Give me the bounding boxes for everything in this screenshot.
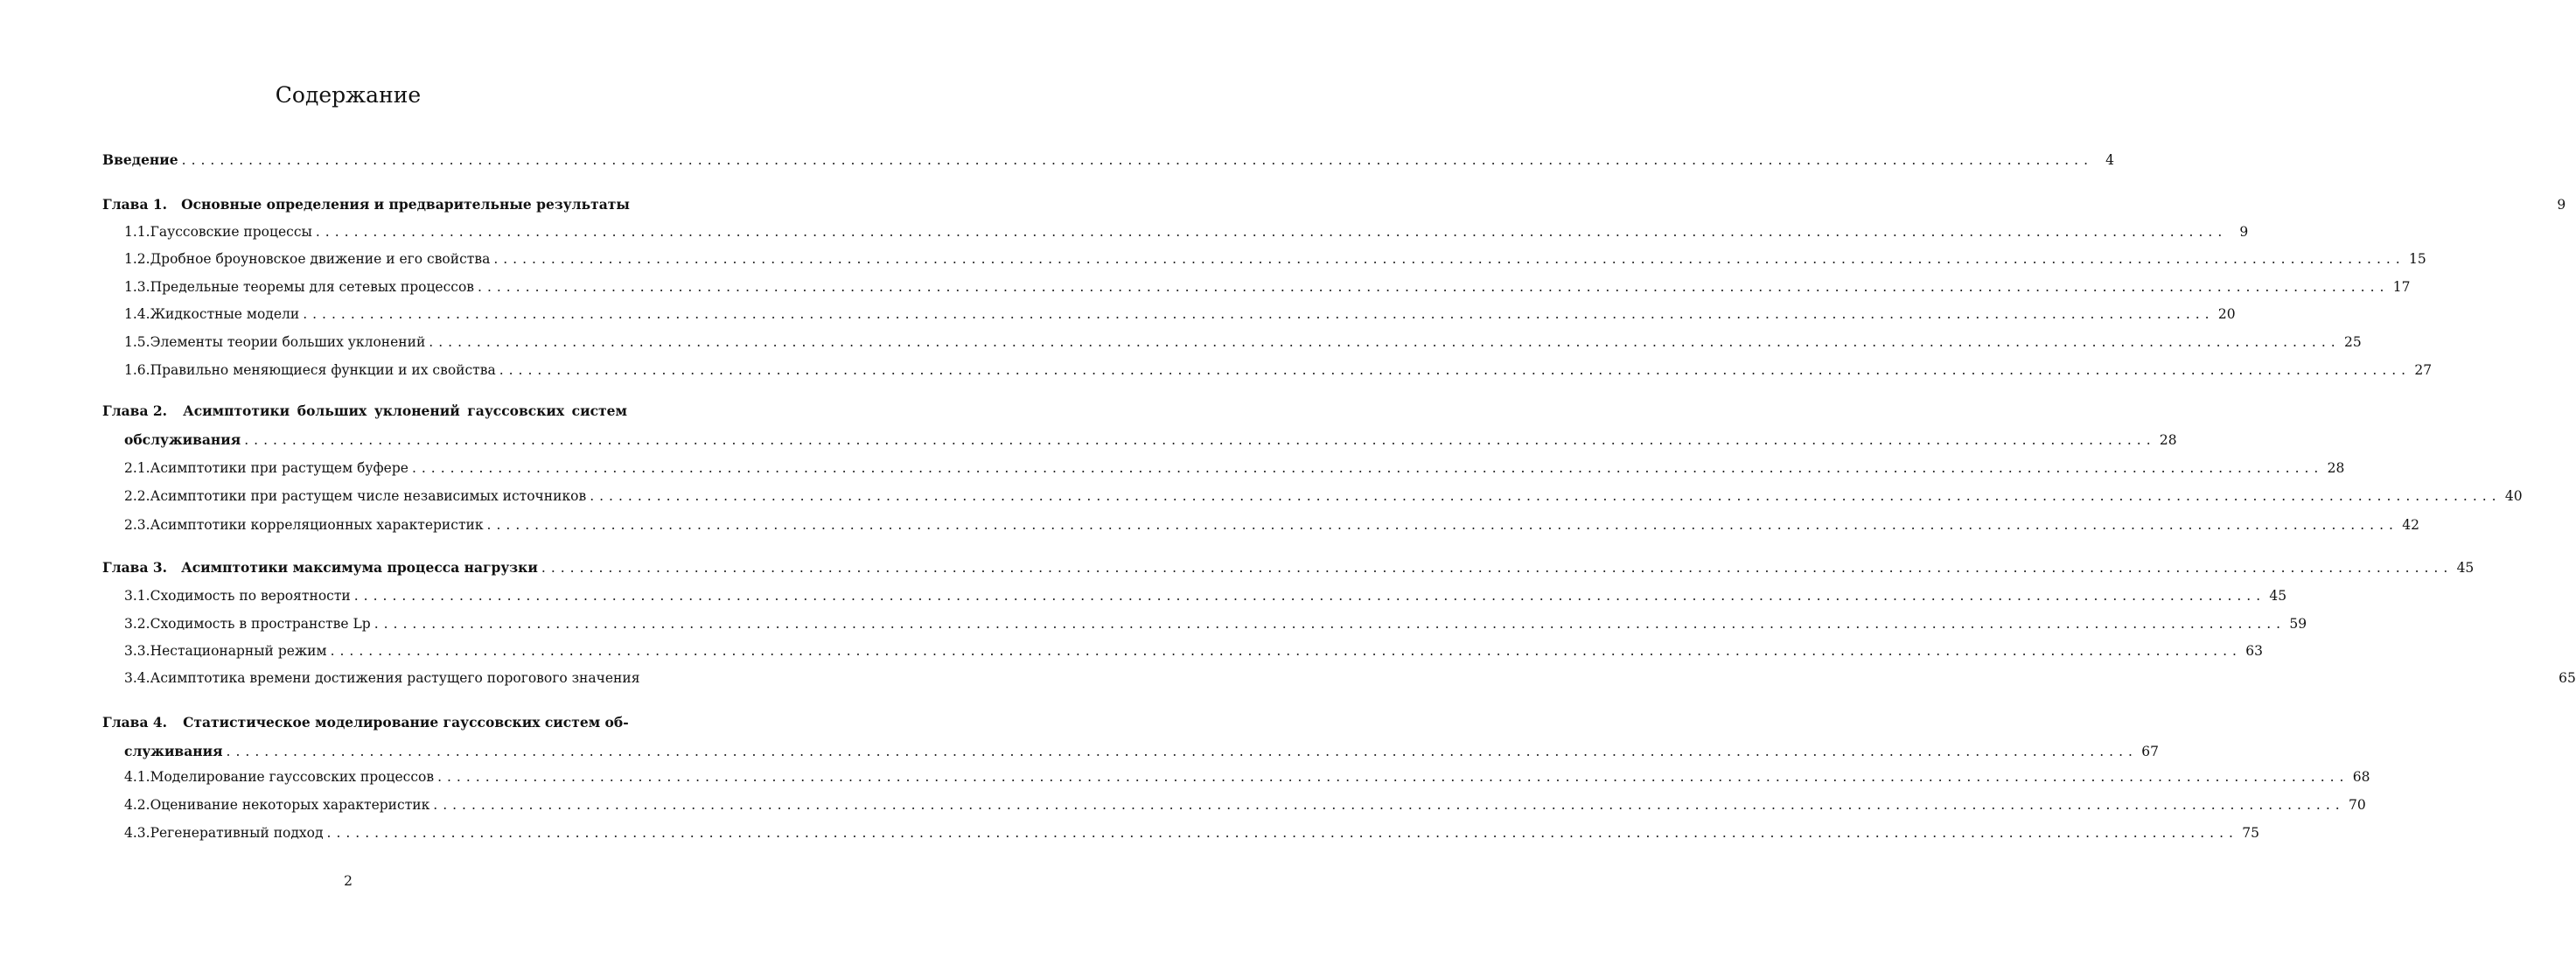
section-number: 2.1. bbox=[124, 460, 150, 476]
entry-title: Асимптотики максимума процесса нагрузки bbox=[181, 559, 538, 576]
toc-entry-section bbox=[124, 251, 2426, 270]
entry-title: Дробное броуновское движение и его свойства bbox=[150, 251, 491, 267]
entry-title: Асимптотика времени достижения растущего порогового значения bbox=[150, 670, 640, 686]
page-ref: 75 bbox=[2242, 825, 2259, 841]
dot-leader: ........................................................................................................................................................................................................ bbox=[429, 334, 2341, 350]
toc-entry-section bbox=[124, 362, 2433, 381]
entry-title: Асимптотики корреляционных характеристик bbox=[150, 517, 484, 533]
section-number: 1.3. bbox=[124, 279, 150, 295]
toc-entry-section bbox=[124, 616, 2307, 635]
section-number: 2.2. bbox=[124, 488, 150, 504]
toc-entry-chapter bbox=[124, 743, 2159, 762]
dot-leader: ........................................................................................................................................................................................................ bbox=[244, 432, 2156, 448]
toc-entry-section bbox=[124, 797, 2366, 816]
section-number: 1.6. bbox=[124, 362, 150, 378]
section-number: 3.2. bbox=[124, 616, 150, 632]
page-ref: 9 bbox=[2239, 224, 2249, 240]
toc-entry-section bbox=[124, 517, 2419, 536]
entry-title: Моделирование гауссовских процессов bbox=[150, 769, 435, 785]
section-number: 1.1. bbox=[124, 224, 150, 240]
entry-title: Нестационарный режим bbox=[150, 643, 327, 659]
dot-leader: ........................................................................................................................................................................................................ bbox=[226, 744, 2138, 759]
section-number: 4.3. bbox=[124, 825, 150, 841]
page-ref: 28 bbox=[2159, 432, 2177, 448]
dot-leader: ........................................................................................................................................................................................................ bbox=[315, 224, 2228, 240]
entry-title: Оценивание некоторых характеристик bbox=[150, 797, 430, 813]
page-ref: 42 bbox=[2402, 517, 2419, 533]
toc-entry-section bbox=[124, 488, 2523, 507]
toc-entry-section bbox=[124, 825, 2259, 844]
page-ref: 4 bbox=[2105, 152, 2115, 168]
toc-entry-chapter bbox=[102, 196, 2566, 215]
section-number: 2.3. bbox=[124, 517, 150, 533]
dot-leader: ........................................................................................................................................................................................................ bbox=[499, 362, 2412, 378]
dot-leader: ........................................................................................................................................................................................................ bbox=[437, 769, 2349, 785]
page-ref: 27 bbox=[2414, 362, 2433, 378]
chapter-number: Глава 1. bbox=[102, 196, 168, 213]
chapter-title: Асимптотики больших уклонений гауссовских систем bbox=[183, 402, 627, 419]
chapter-number: Глава 4. bbox=[102, 714, 168, 731]
entry-title: Асимптотики при растущем буфере bbox=[150, 460, 408, 476]
dot-leader: ........................................................................................................................................................................................................ bbox=[478, 279, 2390, 295]
dot-leader: ........................................................................................................................................................................................................ bbox=[326, 825, 2238, 841]
section-number: 4.1. bbox=[124, 769, 150, 785]
entry-title: Предельные теоремы для сетевых процессов bbox=[150, 279, 475, 295]
page-ref: 20 bbox=[2217, 306, 2236, 322]
page-ref: 65 bbox=[2559, 670, 2576, 686]
toc-entry-chapter bbox=[102, 151, 2115, 171]
page-ref: 45 bbox=[2456, 560, 2475, 576]
section-number: 3.1. bbox=[124, 588, 150, 604]
entry-title: Жидкостные модели bbox=[150, 306, 300, 322]
entry-title: Регенеративный подход bbox=[150, 825, 324, 841]
toc-entry-section bbox=[124, 334, 2362, 353]
page-ref: 9 bbox=[2557, 197, 2566, 213]
dot-leader: ........................................................................................................................................................................................................ bbox=[181, 152, 2094, 168]
toc-entry-chapter bbox=[124, 431, 2177, 451]
dot-leader: ........................................................................................................................................................................................................ bbox=[353, 588, 2266, 604]
toc-entry-section bbox=[124, 460, 2345, 479]
dot-leader: ........................................................................................................................................................................................................ bbox=[373, 616, 2286, 632]
entry-title: Правильно меняющиеся функции и их свойства bbox=[150, 362, 496, 378]
dot-leader: ........................................................................................................................................................................................................ bbox=[541, 560, 2454, 576]
section-number: 1.5. bbox=[124, 334, 150, 350]
chapter-title: Статистическое моделирование гауссовских систем об- bbox=[183, 714, 629, 731]
entry-title: Сходимость по вероятности bbox=[150, 588, 351, 604]
page-ref: 67 bbox=[2141, 744, 2159, 759]
dot-leader: ........................................................................................................................................................................................................ bbox=[303, 306, 2215, 322]
page-ref: 17 bbox=[2392, 279, 2411, 295]
toc-entry-section bbox=[124, 588, 2287, 607]
toc-entry-section bbox=[124, 643, 2263, 662]
dot-leader: ........................................................................................................................................................................................................ bbox=[590, 488, 2502, 504]
entry-title: Введение bbox=[102, 151, 178, 168]
section-number: 3.4. bbox=[124, 670, 150, 686]
entry-title: Элементы теории больших уклонений bbox=[150, 334, 426, 350]
toc-entry-section bbox=[124, 769, 2370, 788]
page-ref: 28 bbox=[2327, 460, 2345, 476]
toc-entry-section bbox=[124, 224, 2249, 243]
page-ref: 70 bbox=[2348, 797, 2366, 813]
page-ref: 59 bbox=[2289, 616, 2307, 632]
toc-entry-section bbox=[124, 670, 2576, 689]
entry-title: Основные определения и предварительные результаты bbox=[181, 196, 630, 213]
page-ref: 63 bbox=[2245, 643, 2263, 659]
chapter-number: Глава 2. bbox=[102, 402, 168, 419]
toc-chapter-heading bbox=[102, 714, 627, 731]
dot-leader: ........................................................................................................................................................................................................ bbox=[411, 460, 2324, 476]
page-ref: 40 bbox=[2504, 488, 2523, 504]
dot-leader: ........................................................................................................................................................................................................ bbox=[330, 643, 2242, 659]
chapter-title-continued: обслуживания bbox=[124, 431, 241, 448]
section-number: 4.2. bbox=[124, 797, 150, 813]
chapter-title-continued: служивания bbox=[124, 743, 223, 759]
toc-entry-section bbox=[124, 306, 2236, 325]
toc-entry-section bbox=[124, 279, 2411, 298]
page-title: Содержание bbox=[275, 82, 422, 108]
dot-leader: ........................................................................................................................................................................................................ bbox=[486, 517, 2398, 533]
page-ref: 45 bbox=[2269, 588, 2287, 604]
page-number: 2 bbox=[344, 873, 353, 889]
page-ref: 68 bbox=[2352, 769, 2370, 785]
page-ref: 15 bbox=[2409, 251, 2426, 267]
section-number: 1.4. bbox=[124, 306, 150, 322]
entry-title: Асимптотики при растущем числе независимых источников bbox=[150, 488, 587, 504]
page-ref: 25 bbox=[2343, 334, 2362, 350]
entry-title: Сходимость в пространстве Lp bbox=[150, 616, 371, 632]
dot-leader: ........................................................................................................................................................................................................ bbox=[433, 797, 2345, 813]
toc-chapter-heading bbox=[102, 402, 627, 419]
entry-title: Гауссовские процессы bbox=[150, 224, 312, 240]
chapter-number: Глава 3. bbox=[102, 559, 168, 576]
section-number: 1.2. bbox=[124, 251, 150, 267]
section-number: 3.3. bbox=[124, 643, 150, 659]
toc-entry-chapter bbox=[102, 559, 2475, 578]
dot-leader: ........................................................................................................................................................................................................ bbox=[493, 251, 2405, 267]
